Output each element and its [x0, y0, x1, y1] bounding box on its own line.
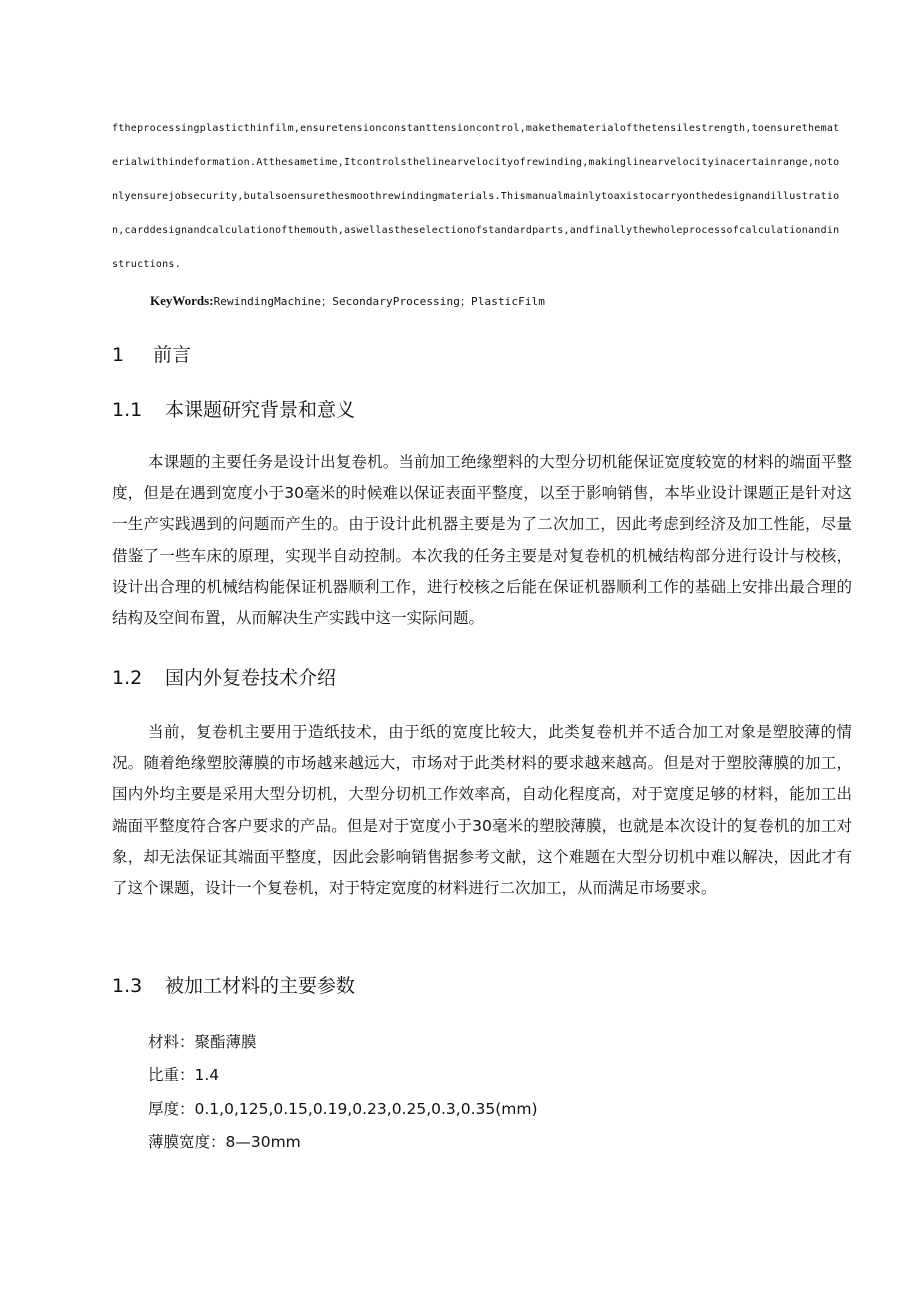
- paragraph-background: [112, 447, 852, 634]
- param-thickness: 厚度：0.1,0,125,0.15,0.19,0.23,0.25,0.3,0.35(mm): [148, 1099, 538, 1118]
- keywords-text: RewindingMachine；SecondaryProcessing；PlasticFilm: [213, 295, 545, 308]
- heading-number: 1.2: [112, 667, 143, 689]
- paragraph-text: 本课题的主要任务是设计出复卷机。当前加工绝缘塑料的大型分切机能保证宽度较宽的材料的端面平整度，但是在遇到宽度小于30毫米的时候难以保证表面平整度，以至于影响销售，本毕业设计课题正是针对这一生产实践遇到的问题而产生的。由于设计此机器主要是为了二次加工，因此考虑到经济及加工性能，尽量借鉴了一些车床的原理，实现半自动控制。本次我的任务主要是对复卷机的机械结构部分进行设计与校核，设计出合理的机械结构能保证机器顺利工作，进行校核之后能在保证机器顺利工作的基础上安排出最合理的结构及空间布置，从而解决生产实践中这一实际问题。: [112, 453, 852, 628]
- heading-number: 1.3: [112, 975, 143, 997]
- heading-title: 国内外复卷技术介绍: [165, 667, 337, 689]
- paragraph-technology-intro: [112, 717, 852, 904]
- heading-number: 1: [112, 344, 125, 366]
- heading-section-1-3: [112, 971, 355, 998]
- keywords-line: [150, 293, 545, 309]
- heading-section-1-2: [112, 663, 336, 690]
- heading-section-1-1: [112, 395, 355, 422]
- english-abstract-text: ftheprocessingplasticthinfilm,ensuretensionconstanttensioncontrol,makethematerialofthetensilestrength,toensurethematerialwithindeformation.Atthesametime,Itcontrolsthelinearvelocityofrewinding,makinglinearvelocityinacertainrange,notonlyensurejobsecurity,butalsoensurethesmoothrewindingmaterials.Thismanualmainlytoaxistocarryonthedesignandillustration,carddesignandcalculationofthemouth,aswellastheselectionofstandardparts,andfinallythewholeprocessofcalculationandinstructions.: [112, 123, 840, 270]
- heading-title: 本课题研究背景和意义: [165, 399, 356, 421]
- material-parameters-list: [148, 1026, 538, 1160]
- heading-title: 前言: [153, 344, 192, 366]
- paragraph-text: 当前，复卷机主要用于造纸技术，由于纸的宽度比较大，此类复卷机并不适合加工对象是塑胶薄的情况。随着绝缘塑胶薄膜的市场越来越远大，市场对于此类材料的要求越来越高。但是对于塑胶薄膜的加工，国内外均主要是采用大型分切机，大型分切机工作效率高，自动化程度高，对于宽度足够的材料，能加工出端面平整度符合客户要求的产品。但是对于宽度小于30毫米的塑胶薄膜，也就是本次设计的复卷机的加工对象，却无法保证其端面平整度，因此会影响销售据参考文献，这个难题在大型分切机中难以解决，因此才有了这个课题，设计一个复卷机，对于特定宽度的材料进行二次加工，从而满足市场要求。: [112, 723, 852, 898]
- param-specific-gravity: 比重：1.4: [148, 1066, 220, 1085]
- param-material: 材料：聚酯薄膜: [148, 1033, 257, 1051]
- english-abstract: [112, 112, 844, 282]
- heading-number: 1.1: [112, 399, 143, 421]
- param-film-width: 薄膜宽度：8—30mm: [148, 1133, 301, 1152]
- keywords-label: KeyWords:: [150, 293, 214, 308]
- heading-section-1: [112, 340, 191, 367]
- heading-title: 被加工材料的主要参数: [165, 975, 356, 997]
